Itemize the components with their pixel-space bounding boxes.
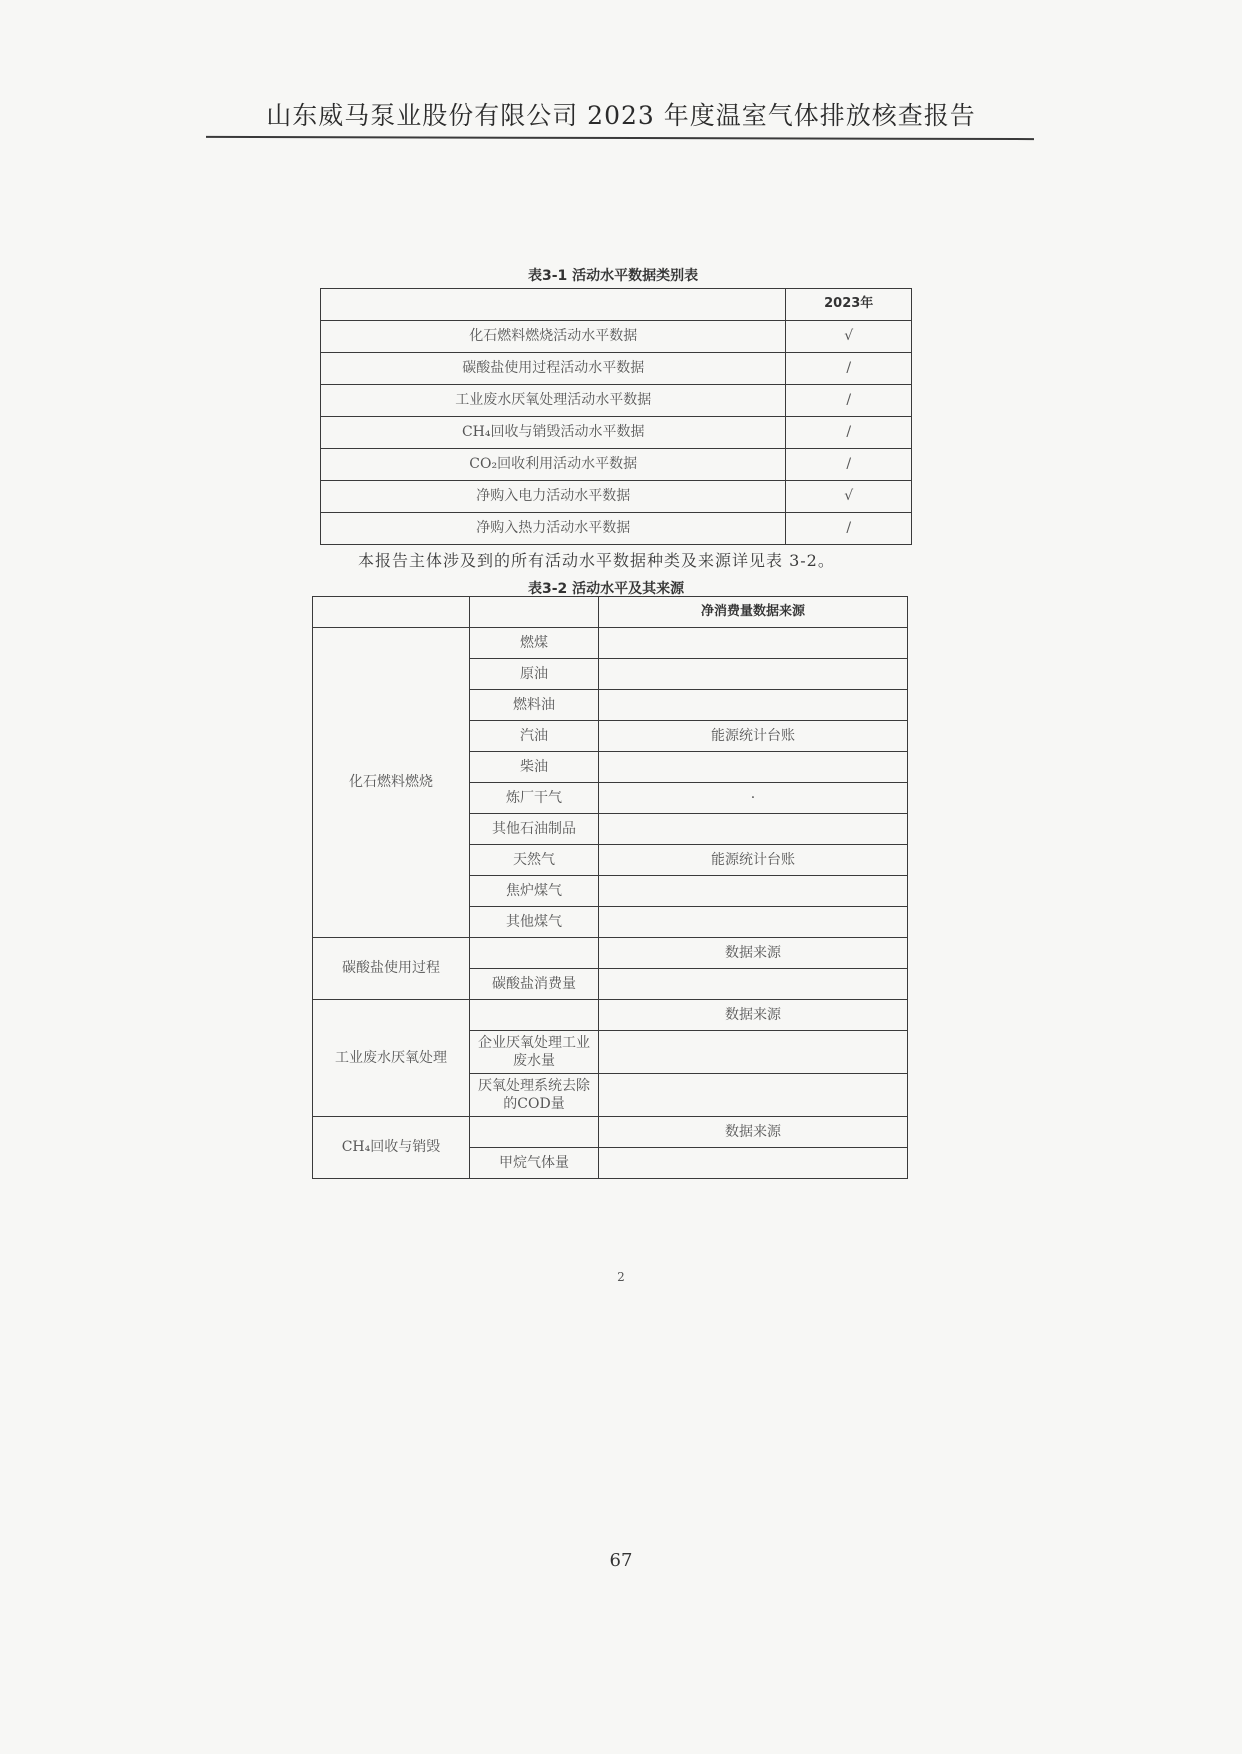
table-row [321, 417, 912, 449]
table-row [313, 1117, 908, 1148]
table-header-cell [321, 289, 786, 321]
table-row [321, 385, 912, 417]
source-cell: 能源统计台账 [599, 721, 908, 752]
fuel-cell: 燃煤 [470, 628, 599, 659]
table2-caption: 表3-2 活动水平及其来源 [528, 581, 685, 597]
inner-page-number: 2 [617, 1270, 625, 1284]
table-row [321, 353, 912, 385]
group-carbonate: 碳酸盐使用过程 [313, 938, 470, 1000]
item-cell: 厌氧处理系统去除的COD量 [470, 1074, 599, 1117]
source-cell [599, 1031, 908, 1074]
fuel-cell: 炼厂干气 [470, 783, 599, 814]
empty-cell [470, 938, 599, 969]
row-label: 工业废水厌氧处理活动水平数据 [321, 385, 786, 417]
fuel-cell: 其他石油制品 [470, 814, 599, 845]
fuel-cell: 燃料油 [470, 690, 599, 721]
fuel-cell: 汽油 [470, 721, 599, 752]
source-header-cell: 数据来源 [599, 1000, 908, 1031]
table-header-row [313, 597, 908, 628]
row-value: / [786, 353, 912, 385]
source-cell: · [599, 783, 908, 814]
row-value: / [786, 513, 912, 545]
group-wastewater: 工业废水厌氧处理 [313, 1000, 470, 1117]
source-cell [599, 659, 908, 690]
row-value: / [786, 385, 912, 417]
row-label: CH₄回收与销毁活动水平数据 [321, 417, 786, 449]
page-header: 山东威马泵业股份有限公司 2023 年度温室气体排放核查报告 [266, 101, 976, 130]
source-cell [599, 969, 908, 1000]
source-cell [599, 752, 908, 783]
row-label: 净购入电力活动水平数据 [321, 481, 786, 513]
row-label: CO₂回收利用活动水平数据 [321, 449, 786, 481]
source-header-cell: 数据来源 [599, 1117, 908, 1148]
fuel-cell: 焦炉煤气 [470, 876, 599, 907]
row-value: / [786, 449, 912, 481]
source-cell [599, 876, 908, 907]
source-cell: 能源统计台账 [599, 845, 908, 876]
fuel-cell: 柴油 [470, 752, 599, 783]
fuel-cell: 天然气 [470, 845, 599, 876]
activity-source-table [312, 596, 908, 1179]
empty-header-cell [470, 597, 599, 628]
row-value: √ [786, 481, 912, 513]
group-ch4: CH₄回收与销毁 [313, 1117, 470, 1179]
row-label: 化石燃料燃烧活动水平数据 [321, 321, 786, 353]
source-cell [599, 1074, 908, 1117]
empty-header-cell [313, 597, 470, 628]
table-row [313, 1000, 908, 1031]
table-header-row [321, 289, 912, 321]
table-row [321, 513, 912, 545]
empty-cell [470, 1117, 599, 1148]
source-cell [599, 814, 908, 845]
table-row [313, 628, 908, 659]
table-row [321, 481, 912, 513]
group-fossil-fuel: 化石燃料燃烧 [313, 628, 470, 938]
item-cell: 甲烷气体量 [470, 1148, 599, 1179]
row-value: √ [786, 321, 912, 353]
source-cell [599, 690, 908, 721]
row-label: 碳酸盐使用过程活动水平数据 [321, 353, 786, 385]
source-cell [599, 628, 908, 659]
fuel-cell: 原油 [470, 659, 599, 690]
row-label: 净购入热力活动水平数据 [321, 513, 786, 545]
row-value: / [786, 417, 912, 449]
item-cell: 碳酸盐消费量 [470, 969, 599, 1000]
table1-caption: 表3-1 活动水平数据类别表 [528, 268, 699, 284]
activity-data-category-table [320, 288, 912, 545]
page-number: 67 [609, 1550, 633, 1571]
table-row [321, 449, 912, 481]
table-row [313, 938, 908, 969]
year-header-cell: 2023年 [786, 289, 912, 321]
source-header-cell: 数据来源 [599, 938, 908, 969]
body-paragraph: 本报告主体涉及到的所有活动水平数据种类及来源详见表 3-2。 [358, 551, 835, 570]
header-rule [206, 136, 1034, 140]
source-header-cell: 净消费量数据来源 [599, 597, 908, 628]
source-cell [599, 1148, 908, 1179]
empty-cell [470, 1000, 599, 1031]
source-cell [599, 907, 908, 938]
table-row [321, 321, 912, 353]
item-cell: 企业厌氧处理工业废水量 [470, 1031, 599, 1074]
fuel-cell: 其他煤气 [470, 907, 599, 938]
